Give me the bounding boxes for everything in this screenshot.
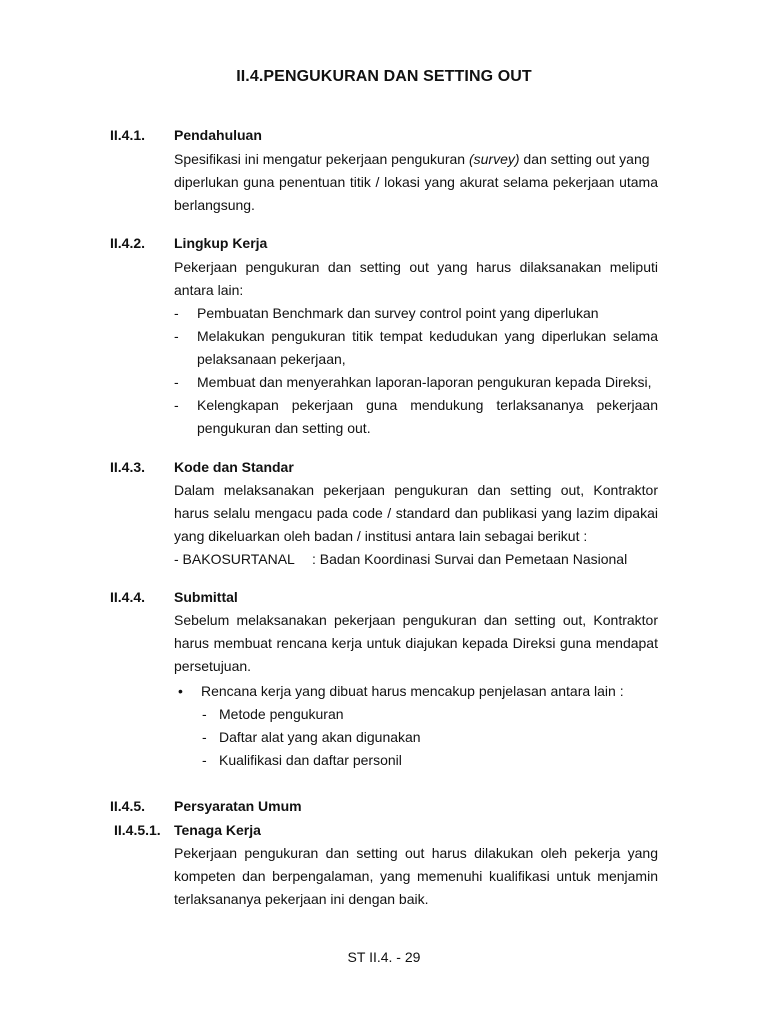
- list-item-continued: pelaksanaan pekerjaan,: [197, 351, 346, 367]
- section-number: II.4.2.: [110, 235, 146, 251]
- paragraph-line: kompeten dan berpengalaman, yang memenuhi kualifikasi untuk menjamin: [174, 868, 658, 884]
- section-heading: Persyaratan Umum: [174, 798, 302, 814]
- paragraph-line: terlaksananya pekerjaan ini dengan baik.: [174, 891, 429, 907]
- paragraph-line: berlangsung.: [174, 197, 255, 213]
- paragraph-line: yang dikeluarkan oleh badan / institusi antara lain sebagai berikut :: [174, 528, 588, 544]
- section-heading: Lingkup Kerja: [174, 235, 268, 251]
- dash-marker: -: [174, 328, 179, 344]
- text-run: dan setting out yang: [519, 151, 650, 167]
- subsection-heading: Tenaga Kerja: [174, 822, 261, 838]
- sub-list-item: Metode pengukuran: [219, 706, 344, 722]
- subsection-number: II.4.5.1.: [114, 822, 161, 838]
- paragraph-line: Pekerjaan pengukuran dan setting out harus dilakukan oleh pekerja yang: [174, 845, 658, 861]
- sub-list-item: Daftar alat yang akan digunakan: [219, 729, 421, 745]
- page-number: ST II.4. - 29: [347, 949, 421, 965]
- section-number: II.4.5.: [110, 798, 146, 814]
- paragraph-line: Dalam melaksanakan pekerjaan pengukuran dan setting out, Kontraktor: [174, 482, 658, 498]
- section-heading: Kode dan Standar: [174, 459, 294, 475]
- text-run: Spesifikasi ini mengatur pekerjaan pengukuran: [174, 151, 469, 167]
- paragraph-line: Sebelum melaksanakan pekerjaan pengukuran dan setting out, Kontraktor: [174, 612, 658, 628]
- paragraph-line: antara lain:: [174, 282, 244, 298]
- section-heading: Pendahuluan: [174, 127, 262, 143]
- dash-marker: -: [174, 305, 179, 321]
- dash-marker: -: [202, 706, 207, 722]
- dash-marker: -: [174, 374, 179, 390]
- dash-marker: -: [174, 397, 179, 413]
- list-item: Kelengkapan pekerjaan guna mendukung terlaksananya pekerjaan: [197, 397, 658, 413]
- section-heading: Submittal: [174, 589, 238, 605]
- section-number: II.4.3.: [110, 459, 146, 475]
- dash-marker: -: [202, 729, 207, 745]
- bullet-marker: •: [178, 683, 183, 699]
- paragraph-line: diperlukan guna penentuan titik / lokasi yang akurat selama pekerjaan utama: [174, 174, 658, 190]
- list-item: Rencana kerja yang dibuat harus mencakup penjelasan antara lain :: [201, 683, 624, 699]
- paragraph-line: harus membuat rencana kerja untuk diajukan kepada Direksi guna mendapat: [174, 635, 658, 651]
- standard-description: : Badan Koordinasi Survai dan Pemetaan Nasional: [312, 551, 628, 567]
- paragraph-line: Pekerjaan pengukuran dan setting out yang harus dilaksanakan meliputi: [174, 259, 658, 275]
- paragraph-line: [174, 148, 658, 171]
- section-number: II.4.4.: [110, 589, 146, 605]
- list-item-continued: pengukuran dan setting out.: [197, 420, 371, 436]
- list-item: Melakukan pengukuran titik tempat kedudukan yang diperlukan selama: [197, 328, 658, 344]
- paragraph-line: harus selalu mengacu pada code / standard dan publikasi yang lazim dipakai: [174, 505, 658, 521]
- italic-term: (survey): [468, 151, 520, 167]
- paragraph-line: persetujuan.: [174, 658, 252, 674]
- section-number: II.4.1.: [110, 127, 146, 143]
- document-title: II.4.PENGUKURAN DAN SETTING OUT: [236, 68, 532, 85]
- standard-code: - BAKOSURTANAL: [174, 551, 295, 567]
- sub-list-item: Kualifikasi dan daftar personil: [219, 752, 402, 768]
- list-item: Membuat dan menyerahkan laporan-laporan pengukuran kepada Direksi,: [197, 374, 652, 390]
- list-item: Pembuatan Benchmark dan survey control point yang diperlukan: [197, 305, 599, 321]
- dash-marker: -: [202, 752, 207, 768]
